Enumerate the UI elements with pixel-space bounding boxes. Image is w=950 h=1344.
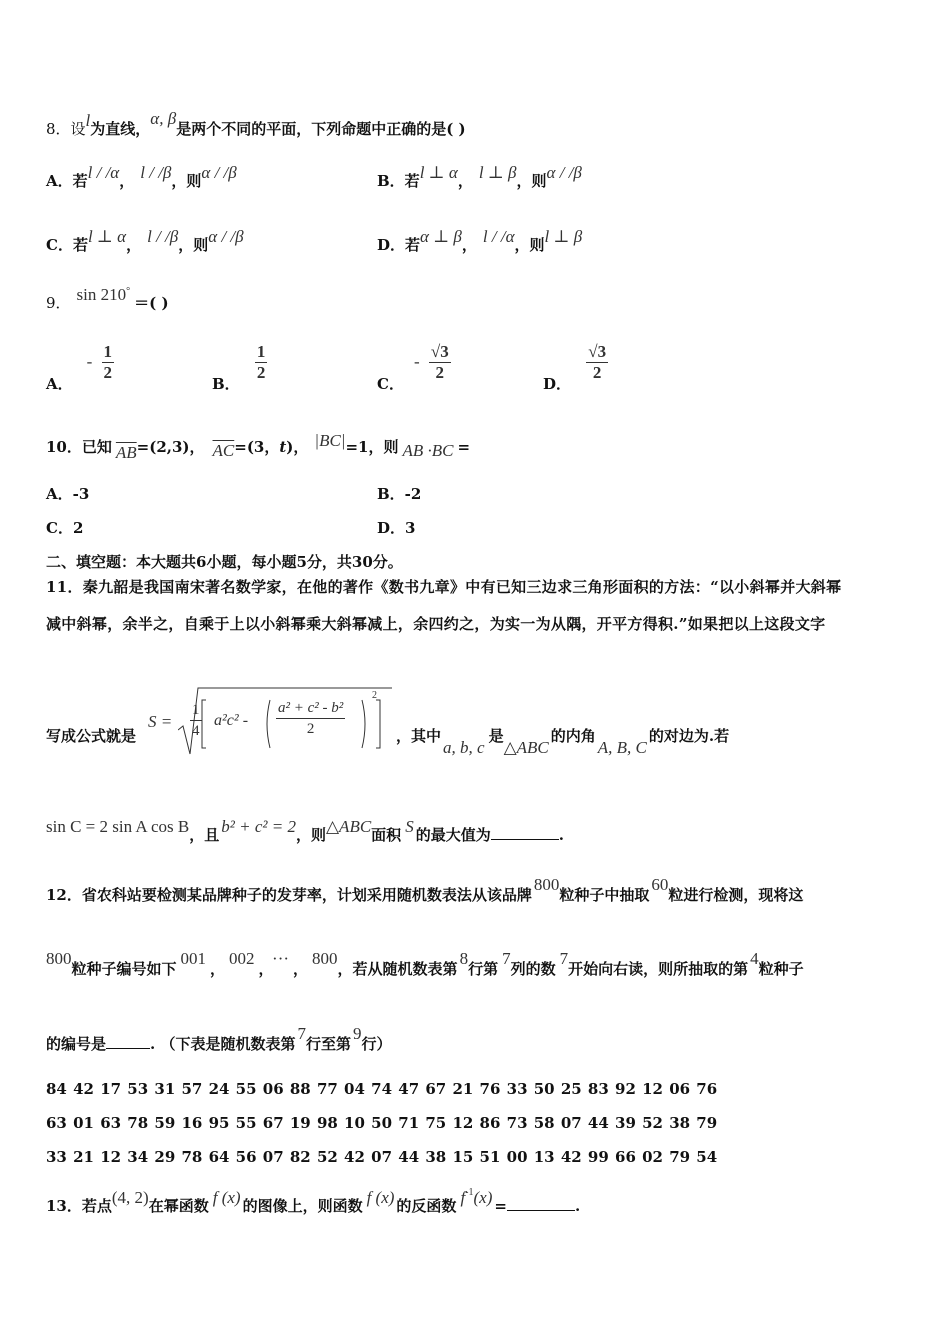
q9-option-d (543, 342, 608, 393)
q12-text-10: 的编号是 (46, 1035, 107, 1053)
q8-b-then: ，则 (516, 172, 547, 190)
q11-formula-s: S = (148, 712, 173, 731)
q11-fraction-quarter (190, 700, 202, 741)
q8-a-then: ，则 (171, 172, 202, 190)
q9-degree: ° (126, 286, 131, 297)
q11-answer-blank[interactable] (491, 825, 559, 840)
q12-text-12: 行至第 (305, 1035, 351, 1053)
q10-text-1: =(2,3)， (136, 438, 205, 456)
q9-a-denominator: 2 (103, 363, 113, 382)
q8-b-comma: ， (457, 172, 473, 190)
q9-tail: ＝( ) (134, 294, 169, 312)
q12-row-8: 8 (459, 949, 469, 968)
q11-then: ，则 (295, 826, 326, 844)
q8-d-label: D．若 (377, 236, 421, 254)
q13-inverse-f: f (460, 1188, 466, 1207)
q10-option-d: D．3 (377, 519, 416, 537)
q9-b-denominator: 2 (256, 363, 266, 382)
q13-point: (4, 2) (111, 1188, 149, 1207)
q12-text-6: 行第 (468, 960, 499, 978)
q8-text-2: 是两个不同的平面，下列命题中正确的是( ) (176, 120, 466, 138)
q8-c-comma: ， (126, 236, 142, 254)
q8-a-comma: ， (119, 172, 135, 190)
q10-number: 10．已知 (46, 438, 112, 456)
q13-text-4: 的反函数 (396, 1197, 457, 1215)
q9-c-sign: - (413, 351, 420, 371)
q11-line-3-rest (396, 725, 730, 757)
q13-equals: = (494, 1197, 507, 1215)
q9-c-denominator: 2 (435, 363, 445, 382)
q11-frac1-num: 1 (190, 700, 202, 721)
q8-d-comma: ， (461, 236, 477, 254)
q8-d-m2: l / /α (482, 227, 515, 246)
q9-d-fraction (586, 342, 608, 383)
q8-a-label: A．若 (46, 172, 88, 190)
q9-c-label: C． (377, 374, 404, 393)
q13-stem (46, 1187, 581, 1216)
q8-a-m3: α / /β (201, 163, 237, 182)
q13-inverse-x: (x) (473, 1188, 493, 1207)
q13-function-2: f (x) (366, 1188, 395, 1207)
q9-c-fraction (429, 342, 451, 383)
q12-num-7: 7 (559, 949, 569, 968)
q12-text-3: 粒进行检测，现将这 (668, 886, 804, 904)
q8-text-1: 为直线， (90, 120, 151, 138)
q12-col-7: 7 (502, 949, 511, 968)
q9-d-numerator: √3 (588, 342, 607, 361)
q9-option-c (377, 342, 451, 393)
q8-d-m1: α ⊥ β (420, 227, 462, 246)
q10-dot-product: AB ·BC (402, 441, 454, 460)
q11-line-1: 11．秦九韶是我国南宋著名数学家，在他的著作《数书九章》中有已知三边求三角形面积的方法：“以小斜幂并大斜幂 (46, 578, 842, 596)
q11-condition-2: b² + c² = 2 (221, 817, 296, 836)
q9-d-denominator: 2 (592, 363, 602, 382)
q8-c-then: ，则 (178, 236, 209, 254)
q9-number: 9． (46, 294, 71, 312)
q8-c-m3: α / /β (208, 227, 244, 246)
q10-text-4: =1，则 (345, 438, 399, 456)
q8-option-a (46, 163, 237, 191)
q11-and: ，且 (189, 826, 220, 844)
q11-frac1-den: 4 (192, 723, 200, 739)
q11-frac2-den: 2 (306, 721, 315, 737)
q11-max-text: 的最大值为 (415, 826, 491, 844)
q13-text-1: 13．若点 (46, 1197, 112, 1215)
q10-vector-ac: $\overline{AC}$ (212, 441, 235, 460)
random-table-row-7: 84 42 17 53 31 57 24 55 06 88 77 04 74 47 67 21 76 33 50 25 83 92 12 06 76 (46, 1080, 718, 1098)
q10-text-2: =(3， (234, 438, 280, 456)
q9-a-numerator: 1 (103, 342, 113, 361)
q11-formula-lead: 写成公式就是 (46, 727, 137, 745)
q8-option-c (46, 227, 244, 255)
q11-angles: A, B, C (597, 738, 647, 757)
q8-a-m2: l / /β (140, 163, 172, 182)
q10-option-a: A．-3 (46, 485, 90, 503)
q8-b-m3: α / /β (546, 163, 582, 182)
q9-b-label: B． (212, 374, 240, 393)
q10-option-c: C．2 (46, 519, 84, 537)
q10-option-b: B．-2 (377, 485, 422, 503)
q12-row-9: 9 (352, 1024, 362, 1043)
section-2-header: 二、填空题：本大题共6小题，每小题5分，共30分。 (46, 553, 403, 571)
q11-condition-1: sin C = 2 sin A cos B (46, 817, 190, 836)
q11-heron-formula (148, 686, 394, 758)
q12-text-13: 行） (361, 1035, 392, 1053)
q8-b-label: B．若 (377, 172, 420, 190)
q10-text-5: = (457, 438, 471, 456)
q8-b-m1: l ⊥ α (419, 163, 458, 182)
q11-area: 面积 (371, 826, 402, 844)
q12-text-9: 粒种子 (758, 960, 804, 978)
q12-line-2: 800粒种子编号如下001，002，···，800，若从随机数表第8行第7列的数7开始向右读，则所抽取的第4粒种子 (46, 949, 804, 978)
q9-option-b (212, 342, 267, 393)
q8-option-d (377, 227, 583, 255)
q8-c-m1: l ⊥ α (87, 227, 127, 246)
q12-text-4: 粒种子编号如下 (71, 960, 177, 978)
q10-norm-bc: |BC| (314, 431, 346, 450)
q9-a-sign: - (86, 351, 93, 371)
q11-triangle: △ABC (503, 738, 549, 757)
q13-function: f (x) (212, 1188, 241, 1207)
q8-d-then: ，则 (514, 236, 545, 254)
q8-c-label: C．若 (46, 236, 88, 254)
q11-square-exponent: 2 (372, 690, 377, 701)
q11-is: 是 (488, 727, 504, 745)
random-table-row-8: 63 01 63 78 59 16 95 55 67 19 98 10 50 71 75 12 86 73 58 07 44 39 52 38 79 (46, 1114, 718, 1132)
q12-ellipsis: ··· (272, 949, 290, 968)
q8-planes-symbol: α, β (150, 109, 177, 128)
q10-t: t (279, 438, 287, 456)
q11-frac2-num: a² + c² - b² (276, 698, 345, 719)
q8-line-symbol: l (85, 111, 91, 130)
q12-code-002: 002 (229, 949, 255, 968)
q12-text-11: . （下表是随机数表第 (150, 1035, 296, 1053)
q9-b-fraction (255, 342, 268, 383)
q13-period: . (574, 1197, 581, 1215)
q12-line-3 (46, 1024, 392, 1054)
q11-opposite: 的对边为.若 (648, 727, 730, 745)
q12-answer-blank[interactable] (106, 1034, 150, 1049)
q11-where: ，其中 (396, 727, 442, 745)
q8-b-m2: l ⊥ β (478, 163, 517, 182)
q11-line-4 (46, 817, 564, 845)
q12-num-60: 60 (651, 875, 669, 894)
q12-line-1 (46, 875, 804, 905)
q8-d-m3: l ⊥ β (544, 227, 583, 246)
q8-option-b (377, 163, 582, 191)
q12-row-7: 7 (297, 1024, 306, 1043)
q9-a-fraction (102, 342, 115, 383)
q11-triangle-2: △ABC (325, 817, 372, 836)
q10-text-3: )， (286, 438, 309, 456)
q9-expression: sin 210 (76, 285, 127, 304)
q11-line-2: 减中斜幂，余半之，自乘于上以小斜幂乘大斜幂减上，余四约之，为实一为从隅，开平方得积.”如果把以上这段文字 (46, 615, 826, 633)
q9-option-a (46, 342, 114, 393)
q12-code-800: 800 (312, 949, 338, 968)
q12-num-4: 4 (750, 949, 759, 968)
q9-a-label: A． (46, 374, 73, 393)
q8-c-m2: l / /β (147, 227, 179, 246)
q12-num-800b: 800 (46, 949, 72, 968)
q12-text-8: 开始向右读，则所抽取的第 (568, 960, 749, 978)
q13-text-3: 的图像上，则函数 (242, 1197, 363, 1215)
q11-a2c2: a²c² - (214, 712, 249, 729)
q10-vector-ab: $\overline{AB}$ (115, 443, 137, 462)
q12-text-7: 列的数 (510, 960, 556, 978)
q13-text-2: 在幂函数 (148, 1197, 209, 1215)
q12-code-001: 001 (180, 949, 207, 968)
q13-answer-blank[interactable] (507, 1196, 575, 1211)
q11-inner-angles: 的内角 (550, 727, 596, 745)
q11-period: . (558, 826, 564, 844)
random-table-row-9: 33 21 12 34 29 78 64 56 07 82 52 42 07 44 38 15 51 00 13 42 99 66 02 79 54 (46, 1148, 718, 1166)
q11-area-s: S (405, 817, 414, 836)
q9-d-label: D． (543, 374, 572, 393)
q12-text-1: 12．省农科站要检测某品牌种子的发芽率，计划采用随机数表法从该品牌 (46, 886, 532, 904)
q8-stem (46, 109, 466, 139)
q8-a-m1: l / /α (87, 163, 120, 182)
q11-sides: a, b, c (443, 738, 485, 757)
q11-fraction-inner (276, 698, 345, 739)
q12-text-2: 粒种子中抽取 (559, 886, 650, 904)
q13-inverse-sup: -1 (465, 1187, 474, 1198)
q9-stem (46, 285, 169, 313)
q8-number: 8．设 (46, 120, 86, 138)
q9-c-numerator: √3 (430, 342, 449, 361)
q9-b-numerator: 1 (256, 342, 266, 361)
q12-num-800: 800 (533, 875, 560, 894)
q10-stem (46, 431, 471, 462)
q12-text-5: ，若从随机数表第 (337, 960, 458, 978)
